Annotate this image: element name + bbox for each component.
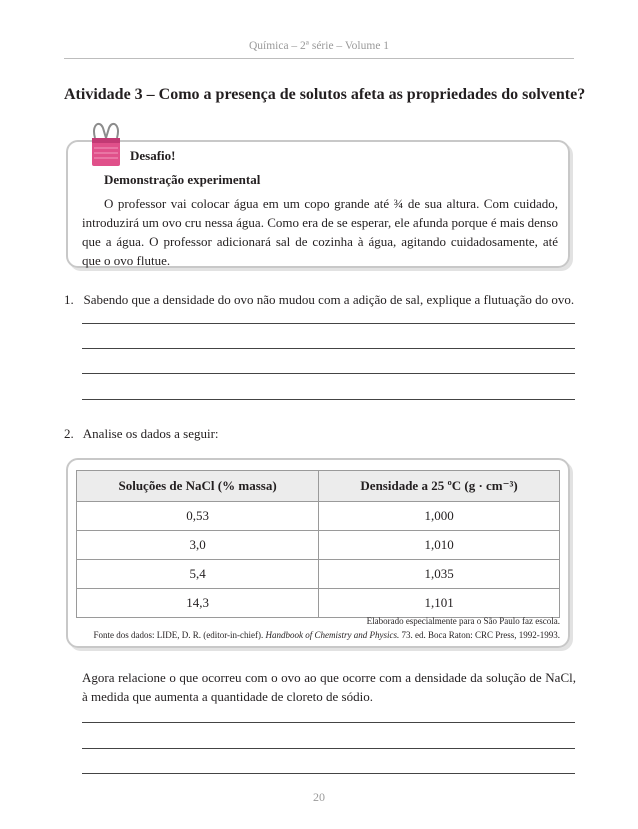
source-prefix: Fonte dos dados: LIDE, D. R. (editor-in-chief).	[93, 630, 264, 640]
density-table	[76, 470, 560, 618]
table-credit: Elaborado especialmente para o São Paulo faz escola.	[366, 616, 560, 626]
table-cell: 1,035	[319, 560, 560, 589]
running-header: Química – 2ª série – Volume 1	[248, 40, 390, 52]
table-cell: 1,101	[319, 589, 560, 618]
question-1-text: Sabendo que a densidade do ovo não mudou com a adição de sal, explique a flutuação do ovo.	[83, 292, 575, 307]
activity-title: Atividade 3 – Como a presença de solutos afeta as propriedades do solvente?	[64, 86, 586, 103]
answer-line[interactable]	[82, 773, 575, 774]
answer-line[interactable]	[82, 748, 575, 749]
table-cell: 1,010	[319, 531, 560, 560]
followup-text: Agora relacione o que ocorreu com o ovo ao que ocorre com a densidade da solução de NaCl, à medida que aumenta a quantidade de cloreto de sódio.	[82, 670, 576, 704]
table-header-row	[77, 471, 560, 502]
table-cell: 1,000	[319, 502, 560, 531]
source-title: Handbook of Chemistry and Physics.	[265, 630, 400, 640]
challenge-text: O professor vai colocar água em um copo grande até ¾ de sua altura. Com cuidado, introduzirá um ovo cru nessa água. Como era de se esperar, ele afunda porque é mais denso que a água. O professor adicionará sal de cozinha à água, agitando cuidadosamente, até que o ovo flutue.	[82, 196, 558, 268]
table-row	[77, 531, 560, 560]
table-cell: 14,3	[77, 589, 319, 618]
table-cell: 0,53	[77, 502, 319, 531]
table-row	[77, 502, 560, 531]
question-2-number: 2.	[64, 426, 74, 441]
answer-line[interactable]	[82, 373, 575, 374]
answer-line[interactable]	[82, 348, 575, 349]
challenge-badge: Desafio!	[130, 148, 176, 163]
question-1	[64, 292, 576, 308]
answer-line[interactable]	[82, 323, 575, 324]
header-rule	[64, 58, 574, 59]
challenge-subtitle: Demonstração experimental	[104, 172, 261, 187]
answer-line[interactable]	[82, 399, 575, 400]
table-source	[76, 630, 560, 640]
source-suffix: 73. ed. Boca Raton: CRC Press, 1992-1993.	[401, 630, 560, 640]
question-2-text: Analise os dados a seguir:	[82, 426, 219, 441]
page-number: 20	[313, 790, 325, 804]
column-header-solution: Soluções de NaCl (% massa)	[77, 471, 319, 502]
question-2	[64, 426, 219, 442]
answer-line[interactable]	[82, 722, 575, 723]
question-1-number: 1.	[64, 292, 74, 307]
table-row	[77, 560, 560, 589]
column-header-density: Densidade a 25 ºC (g · cm⁻³)	[319, 471, 560, 502]
binder-clip-icon	[86, 118, 126, 168]
table-cell: 5,4	[77, 560, 319, 589]
table-row	[77, 589, 560, 618]
table-cell: 3,0	[77, 531, 319, 560]
